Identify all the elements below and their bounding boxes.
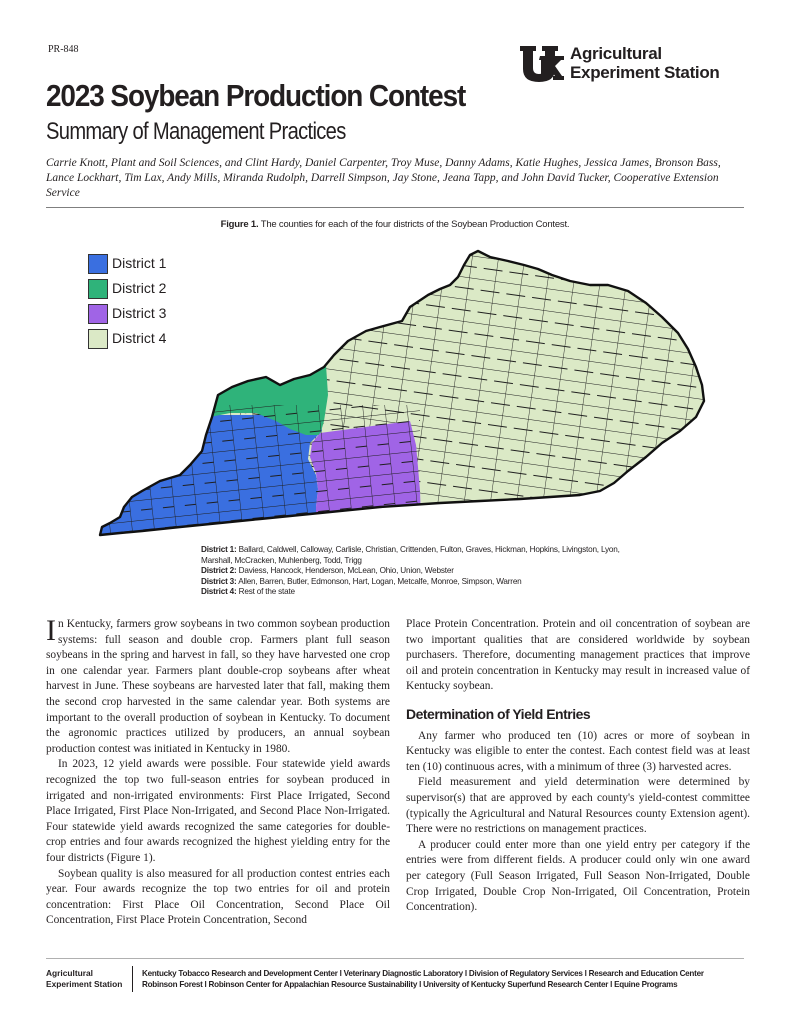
legend-swatch — [88, 329, 108, 349]
footer-units-line-2: Robinson Forest l Robinson Center for Appalachian Resource Sustainability l University of Kentucky Superfund Research Center l Equine Programs — [142, 980, 678, 989]
district-note-label: District 3: — [201, 576, 237, 586]
footer-units — [142, 968, 704, 990]
logo-line-2: Experiment Station — [570, 63, 720, 82]
body-column-right — [406, 617, 750, 916]
district-note-label: District 2: — [201, 566, 237, 576]
western-counties — [80, 405, 420, 545]
measurement-paragraph: Field measurement and yield determination were determined by supervisor(s) that are approved by each county's yield-contest committee (typically the Agricultural and Natural Resources county Extension agent). There were no restrictions on management practices. — [406, 776, 750, 836]
district-note — [201, 566, 621, 577]
district-note-text: Allen, Barren, Butler, Edmonson, Hart, Logan, Metcalfe, Monroe, Simpson, Warren — [238, 576, 522, 586]
figure-caption-label: Figure 1. — [220, 219, 259, 230]
legend-swatch — [88, 304, 108, 324]
legend-swatch — [88, 254, 108, 274]
footer-vertical-rule — [132, 966, 133, 992]
authors: Carrie Knott, Plant and Soil Sciences, and Clint Hardy, Daniel Carpenter, Troy Muse, Danny Adams, Katie Hughes, Jessica James, Bronson Bass, Lance Lockhart, Tim Lax, Andy Mills, Miranda Rudolph, Darrell Simpson, Jay Stone, Jeana Tapp, and John David Tucker, Cooperative Extension Service — [46, 157, 721, 199]
district-note-text: Rest of the state — [238, 587, 295, 597]
uk-logo-icon — [520, 44, 566, 84]
uk-aes-logo — [520, 44, 750, 88]
district-note-label: District 1: — [201, 545, 237, 554]
district-note — [201, 545, 621, 566]
district-note-label: District 4: — [201, 587, 237, 597]
footer-units-line-1: Kentucky Tobacco Research and Development Center l Veterinary Diagnostic Laboratory l Division of Regulatory Services l Research and Education Center — [142, 969, 704, 978]
logo-org-name — [570, 44, 720, 82]
footer-org — [46, 968, 122, 990]
quality-paragraph-continued: Place Protein Concentration. Protein and oil concentration of soybean are two important qualities that are considered worldwide by soybean purchasers. Therefore, documenting management practices that improve oil and protein concentration in Kentucky may result in increased value of Kentucky soybean. — [406, 618, 750, 693]
body-column-left — [46, 614, 390, 929]
district-county-list — [201, 545, 621, 598]
quality-paragraph: Soybean quality is also measured for all production contest entries each year. Four awards recognize the top two entries for oil and protein concentration: First Place Oil Concentration, Second Place Oil Concentration, First Place Protein Concentration, Second — [46, 867, 390, 927]
footer-divider — [46, 958, 744, 959]
page-title: 2023 Soybean Production Contest — [46, 78, 466, 113]
legend-label: District 4 — [112, 330, 167, 346]
figure-caption-text: The counties for each of the four districts of the Soybean Production Contest. — [260, 219, 570, 230]
section-heading-yield-entries: Determination of Yield Entries — [406, 705, 591, 722]
district-note-text: Daviess, Hancock, Henderson, McLean, Ohio, Union, Webster — [238, 566, 454, 576]
district-note — [201, 577, 621, 588]
awards-paragraph: In 2023, 12 yield awards were possible. Four statewide yield awards recognized the top two full-season entries for soybean produced in irrigated and non-irrigated environments: First Place Irrigated, Second Place Irrigated, First Place Non-Irrigated, and Second Place Non-Irrigated. Four statewide yield awards recognized the same categories for double-crop entries and four awards recognized the highest yielding entry for the four districts (Figure 1). — [46, 758, 390, 864]
logo-line-1: Agricultural — [570, 44, 662, 63]
legend-label: District 3 — [112, 305, 167, 321]
legend-label: District 1 — [112, 255, 167, 271]
legend-label: District 2 — [112, 280, 167, 296]
intro-text: n Kentucky, farmers grow soybeans in two common soybean production systems: full season and double crop. Farmers plant full season soybeans in the spring and harvest in fall, so they have harvested one crop in one calendar year. Farmers plant double-crop soybeans after wheat harvest in June. These soybeans are harvested later that fall, making them the second crop harvested in the same calendar year. Both systems are important to the overall production of soybean in Kentucky. To document the agronomic practices utilized by producers, an annual soybean production contest was initiated in Kentucky in 1980. — [46, 618, 390, 755]
page-subtitle: Summary of Management Practices — [46, 118, 346, 145]
district-note-text: Ballard, Caldwell, Calloway, Carlisle, Christian, Crittenden, Fulton, Graves, Hickman, Hopkins, Livingston, Lyon, Marshall, McCracken, Muhlenberg, Todd, Trigg — [201, 545, 620, 565]
entries-paragraph: A producer could enter more than one yield entry per category if the entries were from different fields. A producer could only win one award per category (Full Season Irrigated, Full Season Non-Irrigated, Double Crop Irrigated, Double Crop Non-Irrigated, Oil Concentration, Protein Concentration). — [406, 838, 750, 914]
footer-org-line-1: Agricultural — [46, 968, 93, 978]
drop-cap: I — [46, 614, 56, 647]
intro-paragraph — [46, 614, 390, 757]
report-id: PR-848 — [48, 44, 79, 55]
legend-swatch — [88, 279, 108, 299]
kentucky-district-map — [80, 245, 760, 545]
eligibility-paragraph: Any farmer who produced ten (10) acres or more of soybean in Kentucky was eligible to enter the contest. Each contest field was at least ten (10) continuous acres, with a minimum of three (3) harvested acres. — [406, 729, 750, 773]
district-note — [201, 587, 621, 598]
header-divider — [46, 207, 744, 208]
figure-caption — [46, 219, 744, 230]
footer-org-line-2: Experiment Station — [46, 979, 123, 989]
